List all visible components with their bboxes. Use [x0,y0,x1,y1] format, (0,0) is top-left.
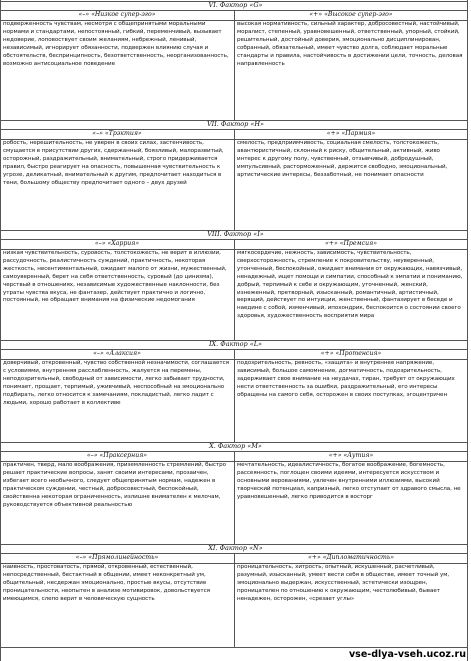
right-pole-description: мягкосердечие, нежность, зависимость, чувствительность, сверхосторожность, стремление к покровительству, неуверенный, утонченный, беспокойный, ожидает внимания от окружающих, навязчивый, ненадежный, ищет помощи и симпатии, способный к эмпатии и пониманию, добрый, терпимый к себе и окружающим, уточненный, женский, изнеженный, претворный, изысканный, романтичный, артистичный, верящий, действует по интуиции, женственный, фантазирует в беседе и наедине с собой, изменчивый, ипохондрик, беспокоится о состоянии своего здоровья, художественность восприятия мира [237,250,463,320]
column-divider [234,451,235,544]
column-divider [234,349,235,442]
left-pole-description: низкая чувствительность, суровость, толстокожесть, не верит в иллюзии, рассудочность, реалистичность суждений, практичность, некоторая жесткость, несентиментальный, ожидает малого от жизни, мужественный, самоуверенный, берет на себя ответственность, суровый (до цинизма), черствый в отношениях, независимые художественные наклонности, без утраты чувства вкуса, не фантазер, действует практично и логично, постоянный, не обращает внимания на физические недомогания [3,250,227,304]
left-pole-header: «–» «Харрия» [94,240,140,247]
left-pole-description: практичен, тверд, мало воображения, приземленность стремлений, быстро решает практические вопросы, занят своими интересами, прозаичен, избегает всего необычного, следует общепринятым нормам, надежен в практическом суждении, честный, добросовестный, беспокойный, свойственна некоторая ограниченность, излишне внимателен к мелочам, руководствуется объективной реальностью [3,462,226,508]
left-pole-header: «–» «Прямолинейность» [75,554,159,561]
section-title: VIII. Фактор «I» [207,230,264,238]
site-watermark: vse-dlya-vseh.ucoz.ru [348,649,466,660]
left-pole-description: наивность, простоватость, прямой, откровенный, естественный, непосредственный, бестактный в общении, имеет неконкретный ум, общительный, несдержан эмоционально, простые вкусы, отсутствие проницательности, неопытен в анализе мотивировок, довольствуется имеющимся, слепо верит в человеческую сущность [3,564,210,602]
section-title: XI. Фактор «N» [208,544,263,552]
right-pole-header: «+» «Протенсия» [320,350,382,357]
right-pole-description: высокая нормативность, сильный характер, добросовестный, настойчивый, моралист, степенный, уравновешенный, ответственный, упорный, стойкий, решительный, достойный доверия, эмоционально дисциплинирован, собранный, обязательный, имеет чувство долга, соблюдает моральные стандарты и правила, настойчивость в достижении цели, точность, деловая направленность [237,21,463,67]
table-right-border [467,0,468,661]
left-pole-description: робость, нерешительность, не уверен в своих силах, застенчивость, смущается в присутствии других, сдержанный, боязливый, малоразвитый, осторожный, раздражительный, внимательный, строго придерживается правил, быстро реагирует на опасность, повышенная чувствительность к угрозе, деликатный, внимательный к другим, предпочитает находиться в тени, большому обществу предпочитает одного – двух друзей [3,140,224,186]
table-left-border [0,0,1,661]
left-pole-header: «–» «Алаксия» [93,350,141,357]
right-pole-description: подозрительность, ревность, «защита» и внутреннее напряжение, зависимый, большое самомнение, догматичность, подозрительность, задерживает свое внимание на неудачах, тиран, требует от окружающих нести ответственность за ошибки, раздражительный, его интересы обращены на самого себя, осторожен в своих поступках, эгоцентричен [237,360,455,398]
right-pole-description: проницательность, хитрость, опытный, искушенный, расчетливый, разумный, изысканный, умеет вести себя в обществе, имеет точный ум, эмоционально выдержан, искусственный, эстетически изощрен, проницателен по отношению к окружающим, честолюбивый, бывает ненадежен, осторожен, «срезает углы» [237,564,450,602]
left-pole-header: «–» «Низкое супер-эго» [78,11,156,18]
section-title: IX. Фактор «L» [208,340,263,348]
left-pole-description: доверчивый, откровенный, чувство собственной незначимости, соглашается с условиями, внутренняя расслабленность, жалуется на перемены, неподозрительный, свободный от зависимости, легко забывает трудности, понимает, прощает, терпимый, уживчивый, неспособный на эмоционально подбирать, легко относится к замечаниям, покладистый, легко ладит с людьми, хорошо работает в коллективе [3,360,229,406]
right-pole-description: мечтательность, идеалистичность, богатое воображение, богемность, рассеянность, поглощен своими идеями, интересуется искусством и основными верованиями, увлечен внутренними иллюзиями, высокий творческий потенциал, капризный, легко отступает от здравого смысла, не уравновешенный, легко приводится в восторг [237,462,461,500]
right-pole-header: «+» «Дипломатичность» [308,554,394,561]
column-divider [234,553,235,647]
right-pole-header: «+» «Пармия» [326,130,376,137]
section-title: VII. Фактор «H» [206,120,265,128]
right-pole-description: смелость, предприимчивость, социальная смелость, толстокожесть, авантюристичный, склонный к риску, общительный, активный, живо интерес к другому полу, чувственный, отзывчивый, добродушный, импульсивный, расторможенный, держится свободно, эмоциональный, артистические интересы, беззаботный, не понимает опасности [237,140,448,178]
left-pole-header: «–» «Трэктия» [92,130,142,137]
right-pole-header: «+» «Высокое супер-эго» [309,11,393,18]
right-pole-header: «+» «Аутия» [328,452,374,459]
column-divider [234,129,235,230]
left-pole-header: «–» «Праксерния» [86,452,148,459]
section-title: X. Фактор «M» [209,442,262,450]
section-title: VI. Фактор «G» [208,1,263,9]
row-divider [0,647,468,648]
left-pole-description: подверженность чувствам, несмотря с общепринятыми моральными нормами и стандартами, непостоянный, гибкий, переменчивый, вызывает недоверие, лоповоствует своим желаниям, небрежный, ленивый, независимый, игнорирует обязанности, подвержен влиянию случая и обстоятельств, беспринципность, безответственность, неорганизованность, возможно антисоциальное поведение [3,21,229,67]
right-pole-header: «+» «Премсия» [325,240,377,247]
column-divider [234,10,235,120]
column-divider [234,239,235,340]
